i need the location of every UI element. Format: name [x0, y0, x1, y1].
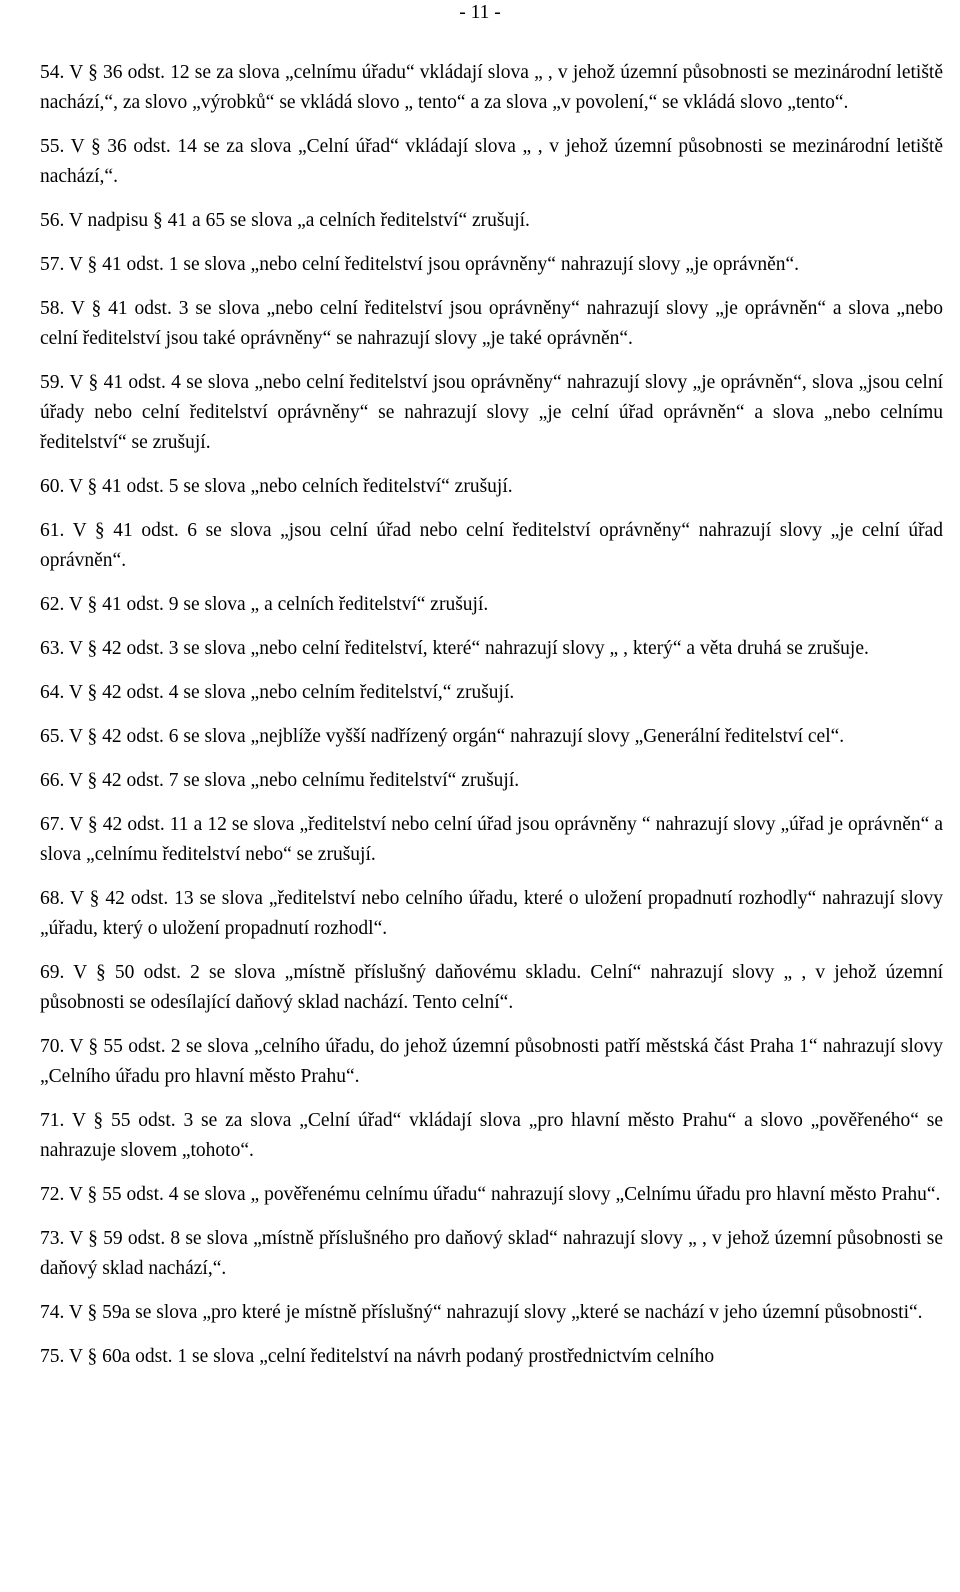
amendment-item — [40, 250, 943, 280]
amendment-text: V nadpisu § 41 a 65 se slova „a celních ředitelství“ zrušují. — [68, 210, 530, 231]
amendment-item — [40, 810, 943, 870]
amendment-text: V § 42 odst. 4 se slova „nebo celním ředitelství,“ zrušují. — [68, 682, 515, 703]
amendment-item — [40, 206, 943, 236]
amendment-item — [40, 516, 943, 576]
amendment-number: 61. — [40, 520, 65, 541]
amendment-item — [40, 132, 943, 192]
amendment-item — [40, 958, 943, 1018]
amendment-item — [40, 722, 943, 752]
amendment-item — [40, 472, 943, 502]
amendment-number: 66. — [40, 770, 65, 791]
amendment-number: 65. — [40, 726, 65, 747]
amendment-text: V § 42 odst. 13 se slova „ředitelství nebo celního úřadu, které o uložení propadnutí rozhodly“ nahrazují slovy „úřadu, který o uložení propadnutí rozhodl“. — [40, 888, 943, 939]
amendment-item — [40, 1342, 943, 1372]
amendment-number: 57. — [40, 254, 65, 275]
amendment-item — [40, 1032, 943, 1092]
amendment-number: 67. — [40, 814, 65, 835]
amendment-number: 68. — [40, 888, 65, 909]
amendment-number: 63. — [40, 638, 65, 659]
amendment-number: 75. — [40, 1346, 65, 1367]
amendment-text: V § 42 odst. 6 se slova „nejblíže vyšší nadřízený orgán“ nahrazují slovy „Generální ředitelství cel“. — [68, 726, 845, 747]
amendment-item — [40, 634, 943, 664]
amendment-text: V § 59 odst. 8 se slova „místně příslušného pro daňový sklad“ nahrazují slovy „ , v jehož územní působnosti se daňový sklad nachází,“. — [40, 1228, 943, 1279]
amendment-number: 60. — [40, 476, 65, 497]
amendment-text: V § 59a se slova „pro které je místně příslušný“ nahrazují slovy „které se nachází v jeho územní působnosti“. — [68, 1302, 923, 1323]
amendment-number: 72. — [40, 1184, 65, 1205]
amendment-text: V § 60a odst. 1 se slova „celní ředitelství na návrh podaný prostřednictvím celního — [68, 1346, 715, 1367]
amendment-number: 55. — [40, 136, 65, 157]
amendment-item — [40, 766, 943, 796]
amendment-number: 69. — [40, 962, 65, 983]
amendment-text: V § 55 odst. 3 se za slova „Celní úřad“ vkládají slova „pro hlavní město Prahu“ a slovo „pověřeného“ se nahrazuje slovem „tohoto“. — [40, 1110, 943, 1161]
amendment-text: V § 42 odst. 11 a 12 se slova „ředitelství nebo celní úřad jsou oprávněny “ nahrazují slovy „úřad je oprávněn“ a slova „celnímu ředitelství nebo“ se zrušují. — [40, 814, 943, 865]
amendment-item — [40, 368, 943, 458]
amendment-item — [40, 678, 943, 708]
amendment-text: V § 55 odst. 2 se slova „celního úřadu, do jehož územní působnosti patří městská část Praha 1“ nahrazují slovy „Celního úřadu pro hlavní město Prahu“. — [40, 1036, 943, 1087]
amendment-text: V § 41 odst. 6 se slova „jsou celní úřad nebo celní ředitelství oprávněny“ nahrazují slovy „je celní úřad oprávněn“. — [40, 520, 943, 571]
amendment-item — [40, 58, 943, 118]
amendment-item — [40, 1180, 943, 1210]
amendment-item — [40, 884, 943, 944]
page-number: - 11 - — [459, 2, 501, 23]
amendment-text: V § 36 odst. 12 se za slova „celnímu úřadu“ vkládají slova „ , v jehož územní působnosti se mezinárodní letiště nachází,“, za slovo „výrobků“ se vkládá slovo „ tento“ a za slova „v povolení,“ se vkládá slovo „tento“. — [40, 62, 944, 113]
amendment-item — [40, 590, 943, 620]
amendment-item — [40, 294, 943, 354]
amendment-text: V § 55 odst. 4 se slova „ pověřenému celnímu úřadu“ nahrazují slovy „Celnímu úřadu pro hlavní město Prahu“. — [68, 1184, 941, 1205]
amendment-number: 58. — [40, 298, 65, 319]
amendment-number: 73. — [40, 1228, 65, 1249]
amendment-number: 70. — [40, 1036, 65, 1057]
amendment-list — [40, 58, 943, 1386]
amendment-number: 54. — [40, 62, 65, 83]
amendment-number: 62. — [40, 594, 65, 615]
amendment-item — [40, 1106, 943, 1166]
amendment-text: V § 41 odst. 4 se slova „nebo celní ředitelství jsou oprávněny“ nahrazují slovy „je oprávněn“, slova „jsou celní úřady nebo celní ředitelství oprávněny“ se nahrazují slovy „je celní úřad oprávněn“ a slova „nebo celnímu ředitelství“ se zrušují. — [40, 372, 944, 453]
amendment-item — [40, 1298, 943, 1328]
amendment-text: V § 41 odst. 9 se slova „ a celních ředitelství“ zrušují. — [68, 594, 489, 615]
amendment-text: V § 42 odst. 7 se slova „nebo celnímu ředitelství“ zrušují. — [68, 770, 520, 791]
amendment-number: 56. — [40, 210, 65, 231]
amendment-number: 64. — [40, 682, 65, 703]
amendment-number: 74. — [40, 1302, 65, 1323]
amendment-text: V § 41 odst. 5 se slova „nebo celních ředitelství“ zrušují. — [68, 476, 513, 497]
amendment-text: V § 41 odst. 3 se slova „nebo celní ředitelství jsou oprávněny“ nahrazují slovy „je oprávněn“ a slova „nebo celní ředitelství jsou také oprávněny“ se nahrazují slovy „je také oprávněn“. — [40, 298, 943, 349]
amendment-text: V § 42 odst. 3 se slova „nebo celní ředitelství, které“ nahrazují slovy „ , který“ a věta druhá se zrušuje. — [68, 638, 869, 659]
amendment-number: 59. — [40, 372, 65, 393]
amendment-text: V § 41 odst. 1 se slova „nebo celní ředitelství jsou oprávněny“ nahrazují slovy „je oprávněn“. — [68, 254, 800, 275]
amendment-text: V § 36 odst. 14 se za slova „Celní úřad“ vkládají slova „ , v jehož územní působnosti se mezinárodní letiště nachází,“. — [40, 136, 943, 187]
amendment-item — [40, 1224, 943, 1284]
amendment-number: 71. — [40, 1110, 65, 1131]
amendment-text: V § 50 odst. 2 se slova „místně příslušný daňovému skladu. Celní“ nahrazují slovy „ , v jehož územní působnosti se odesílající daňový sklad nachází. Tento celní“. — [40, 962, 943, 1013]
